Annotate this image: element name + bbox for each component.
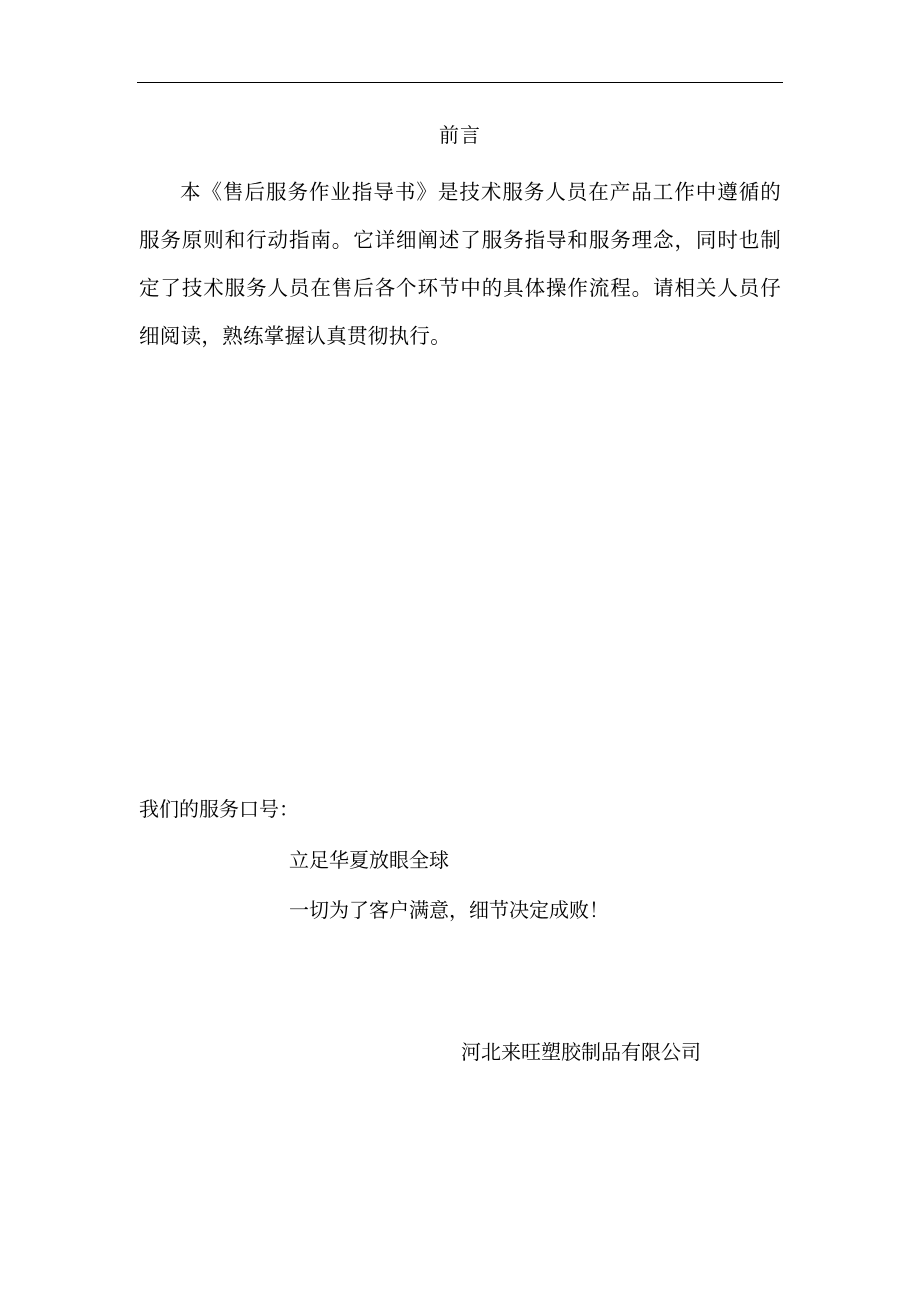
slogan-line: 一切为了客户满意，细节决定成败！: [289, 898, 609, 922]
company-name: 河北来旺塑胶制品有限公司: [461, 1040, 701, 1064]
slogan-heading: 我们的服务口号：: [139, 797, 299, 821]
header-rule: [137, 82, 783, 83]
page-title: 前言: [439, 123, 481, 147]
preface-paragraph: 本《售后服务作业指导书》是技术服务人员在产品工作中遵循的服务原则和行动指南。它详细阐述了服务指导和服务理念，同时也制定了技术服务人员在售后各个环节中的具体操作流程。请相关人员仔细阅读，熟练掌握认真贯彻执行。: [139, 180, 781, 348]
slogan-line: 立足华夏放眼全球: [289, 848, 449, 872]
